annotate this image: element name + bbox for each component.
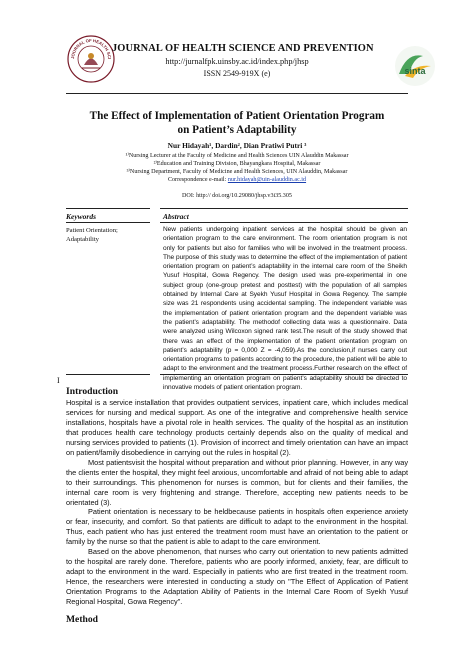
intro-paragraph-1: Hospital is a service installation that provides outpatient services, inpatient care, which includes medical services for nursing and medical support. As one of the integrative and comprehensive health service installations, hospitals have a pivotal role in health services. The quality of the hospital as an institution that produces health care technology products certainly depends also on the quality of medical and nursing services provided to patients (1). Provision of incorrect and timely orientation can have an impact on patient/family disobedience in carrying out the rules in hospital (2).	[66, 398, 408, 457]
sinta-wordmark: sinta	[404, 66, 426, 76]
abstract-text: New patients undergoing inpatient services at the hospital should be given an orientation program to the care environment. The room orientation program is not only for patients but also for families who will be involved in the treatment process. The purpose of this study was to determine the effect of the implementation of patient orientation program on patient’s adaptability in the internal care room of the Sheikh Yusuf Hospital, Gowa Regency. The design used was pre-experimental in one subject group (one-group pretest and posttest) with the population of all samples obtained by Internal Care at Syekh Yusuf Hospital in Gowa Regency. The sample size was 21 respondents using accidental sampling. The independent variable was the implementation of patient orientation program and the dependent variable was the patient’s adaptability. The methodof collecting data was a questionnaire. Data were analyzed using Wilcoxon signed rank test.The result of the study showed that there was an effect of the implementation of the patient orientation program on patient’s adaptability (p = 0,000 Z = -4,059).As the conclusion,if nurses carry out orientation programs to patients according to the procedure, the patient will be able to adapt to the environment and the treatment process.Further research on the effect of implementing an orientation program on patient’s adaptability should be directed to innovative models of patient orientation program.	[163, 226, 407, 392]
sinta-logo	[393, 44, 437, 88]
article-title-line-1: The Effect of Implementation of Patient Orientation Program	[89, 110, 385, 122]
journal-issn: ISSN 2549-919X (e)	[203, 69, 271, 78]
abstract-top-rule	[160, 208, 408, 209]
affiliation-1: ¹⁾Nursing Lecturer at the Faculty of Medicine and Health Sciences UIN Alauddin Makassar	[125, 153, 349, 159]
journal-seal-icon	[66, 34, 116, 84]
journal-url[interactable]: http://jurnalfpk.uinsby.ac.id/index.php/jhsp	[165, 57, 309, 66]
margin-mark: I	[57, 376, 60, 385]
doi-link[interactable]: DOI: http:// doi.org/10.29080/jhsp.v3i35.305	[182, 193, 292, 199]
keywords-bottom-rule	[66, 374, 150, 375]
correspondence-label: Correspondence e-mail:	[167, 177, 228, 183]
keywords-text: Patient Orientation; Adaptability	[66, 227, 118, 244]
method-heading: Method	[66, 614, 98, 625]
correspondence-email-link[interactable]: nur.hidayah@uin-alauddin.ac.id	[227, 177, 307, 183]
abstract-heading: Abstract	[163, 212, 189, 221]
intro-paragraph-3: Patient orientation is necessary to be heldbecause patients in hospitals often experience anxiety or fear, insecurity, and comfort. So that patients are difficult to adapt to the environment in the hospital. Thus, each patient who has just entered the treatment room must have an orientation to the patient or family by the nurse so that the patient is able to adapt to the care environment.	[66, 507, 408, 547]
sinta-logo-icon	[393, 44, 437, 88]
header-divider	[66, 93, 408, 94]
journal-seal-logo	[66, 34, 116, 84]
keywords-top-rule	[66, 208, 150, 209]
affiliation-2: ²⁾Education and Training Division, Bhayangkara Hospital, Makassar	[153, 161, 321, 167]
article-title-line-2: on Patient’s Adaptability	[177, 123, 297, 136]
abstract-bottom-rule	[160, 374, 408, 375]
correspondence	[66, 176, 408, 184]
intro-paragraph-2: Most patientsvisit the hospital without preparation and without prior planning. However, in any way the clients enter the hospital, they might feel anxious, uncomfortable and afraid of not being able to adapt to their surroundings. This phenomenon for nurses is common, but for clients and their families, the internal care room is very frightening and strange. Therefore, accepting new patients needs to be orientated (3).	[66, 457, 408, 507]
intro-paragraph-4: Based on the above phenomenon, that nurses who carry out orientation to new patients admitted to the hospital are rarely done. Therefore, patients who are poorly informed, anxiety, fear, are difficult to adapt to the environment in the ward. Especially in patients who are first treated in the treatment room. Hence, the researchers were interested in conducting a study on "The Effect of Application of Patient Orientation Programs to the Adaptation Ability of Patients in the Internal Care Room of Syekh Yusuf Regional Hospital, Gowa Regency".	[66, 547, 408, 607]
journal-title: JOURNAL OF HEALTH SCIENCE AND PREVENTION	[112, 43, 374, 54]
keywords-header-rule	[66, 222, 150, 223]
keywords-heading: Keywords	[66, 212, 96, 221]
svg-text:JOURNAL OF HEALTH SCIENCE AND: JOURNAL OF HEALTH SCI	[69, 37, 113, 60]
introduction-heading: Introduction	[66, 386, 119, 397]
abstract-header-rule	[160, 222, 408, 223]
affiliation-3: ³⁾Nursing Department, Faculty of Medicine and Health Sciences, UIN Alauddin, Makassar	[126, 169, 348, 175]
article-title	[66, 110, 408, 137]
author-list: Nur Hidayah¹, Dardin², Dian Pratiwi Putri ³	[167, 141, 307, 150]
introduction-body	[66, 398, 408, 607]
